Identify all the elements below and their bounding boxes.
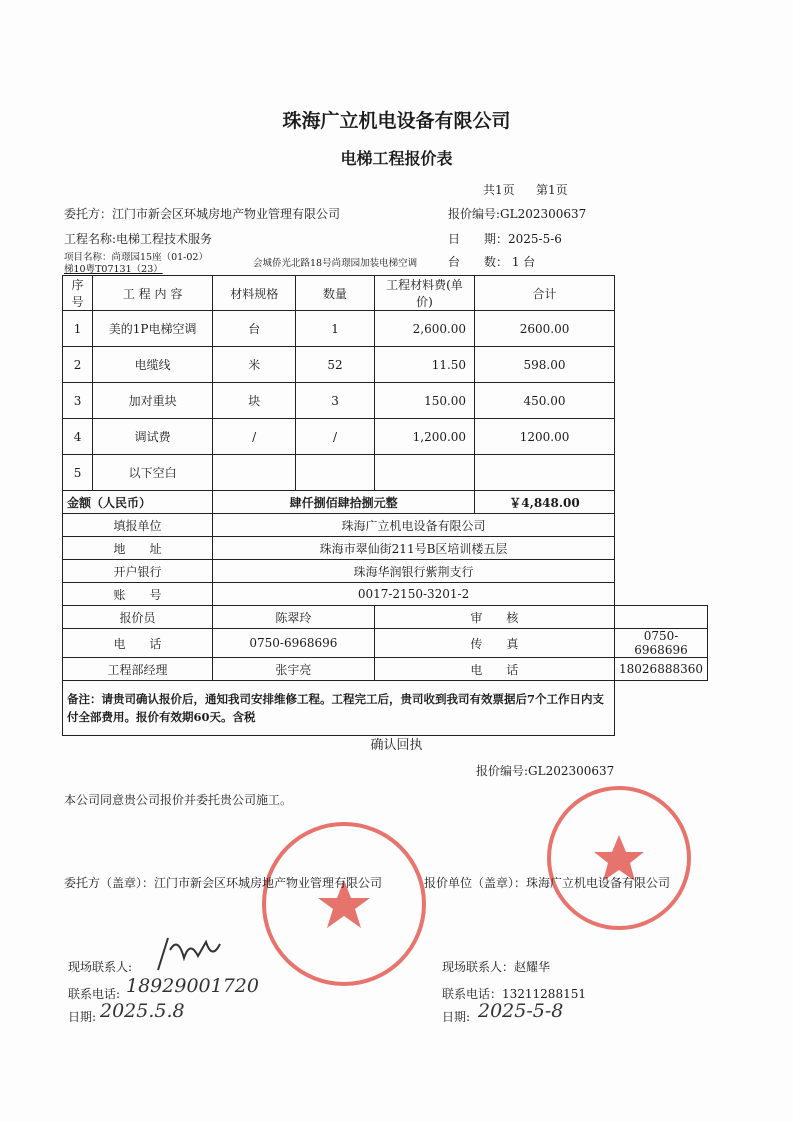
cell (374, 455, 474, 491)
header-cell: 工程材料费(单价) (374, 276, 474, 311)
contact-value: 0750-6968696 (615, 629, 708, 658)
cell: 块 (213, 383, 296, 419)
header-cell: 工 程 内 容 (93, 276, 213, 311)
receipt-title: 确认回执 (370, 738, 423, 753)
vendor-contact: 现场联系人：赵耀华 (442, 960, 551, 974)
cell: 150.00 (374, 383, 474, 419)
units-label: 台 (448, 255, 461, 269)
vendor-date-label: 日期: (442, 1010, 471, 1024)
vendor-phone: 联系电话：13211288151 (442, 987, 586, 1001)
company-title: 珠海广立机电设备有限公司 (282, 110, 511, 132)
amount-words: 肆仟捌佰肆拾捌元整 (213, 491, 475, 514)
quotation-table (62, 275, 708, 736)
contact-row (63, 629, 708, 658)
cell (475, 455, 615, 491)
vendor-date-handwritten: 2025-5-8 (478, 1000, 564, 1022)
cell: 5 (63, 455, 93, 491)
item-name-line1: 项目名称：尚璟园15座（01-02） (64, 252, 208, 263)
client-phone-handwritten: 18929001720 (126, 975, 259, 997)
table-row (63, 347, 708, 383)
note-row (63, 681, 708, 736)
cell: 电缆线 (93, 347, 213, 383)
amount-row (63, 491, 708, 514)
contact-label: 审 核 (374, 606, 614, 629)
header-cell: 合计 (475, 276, 615, 311)
contact-value (615, 606, 708, 629)
contact-value: 张宇亮 (213, 658, 375, 681)
info-label: 地 址 (63, 537, 213, 560)
contact-label: 工程部经理 (63, 658, 213, 681)
page-number: 第1页 (536, 183, 568, 197)
header-cell: 序号 (63, 276, 93, 311)
project-name: 工程名称:电梯工程技术服务 (64, 232, 213, 246)
agreement-text: 本公司同意贵公司报价并委托贵公司施工。 (64, 793, 293, 807)
cell: 1200.00 (475, 419, 615, 455)
info-row (63, 537, 708, 560)
cell: 1 (296, 311, 374, 347)
contact-row (63, 658, 708, 681)
table-row (63, 383, 708, 419)
info-value: 珠海广立机电设备有限公司 (213, 514, 615, 537)
cell (296, 455, 374, 491)
units-value: 数： 1 台 (484, 255, 536, 269)
contact-label: 传 真 (374, 629, 614, 658)
contact-label: 电 话 (374, 658, 614, 681)
info-value: 珠海华润银行紫荆支行 (213, 560, 615, 583)
table-row (63, 311, 708, 347)
date-label: 日 (448, 232, 461, 246)
info-value: 珠海市翠仙街211号B区培训楼五层 (213, 537, 615, 560)
note-text: 备注：请贵司确认报价后，通知我司安排维修工程。工程完工后，贵司收到我司有效票据后7个工作日内支付全部费用。报价有效期60天。含税 (63, 681, 615, 736)
contact-label: 报价员 (63, 606, 213, 629)
cell: 台 (213, 311, 296, 347)
info-value: 0017-2150-3201-2 (213, 583, 615, 606)
quote-date: 期：2025-5-6 (484, 232, 562, 246)
contact-row (63, 606, 708, 629)
table-row (63, 419, 708, 455)
cell: 以下空白 (93, 455, 213, 491)
header-cell: 材料规格 (213, 276, 296, 311)
site-address: 会城侨光北路18号尚璟园加装电梯空调 (253, 258, 418, 269)
cell: 美的1P电梯空调 (93, 311, 213, 347)
table-header-row (63, 276, 708, 311)
cell: 2 (63, 347, 93, 383)
cell: 52 (296, 347, 374, 383)
amount-label: 金额（人民币） (63, 491, 213, 514)
client-signature (150, 930, 230, 980)
cell: / (296, 419, 374, 455)
info-label: 开户银行 (63, 560, 213, 583)
cell (213, 455, 296, 491)
cell: 598.00 (475, 347, 615, 383)
cell: 1,200.00 (374, 419, 474, 455)
client-seal-label: 委托方（盖章）：江门市新会区环城房地产物业管理有限公司 (64, 876, 383, 890)
client-date-label: 日期: (68, 1010, 97, 1024)
info-label: 账 号 (63, 583, 213, 606)
info-label: 填报单位 (63, 514, 213, 537)
cell: / (213, 419, 296, 455)
table-row (63, 455, 708, 491)
item-name-line2: 梯10粤T07131（23） (64, 264, 163, 275)
client-name: 委托方：江门市新会区环城房地产物业管理有限公司 (64, 207, 341, 221)
contact-value: 陈翠玲 (213, 606, 375, 629)
info-row (63, 583, 708, 606)
quote-number: 报价编号:GL202300637 (448, 207, 587, 221)
amount-value: ￥4,848.00 (475, 491, 615, 514)
cell: 2,600.00 (374, 311, 474, 347)
header-cell: 数量 (296, 276, 374, 311)
contact-label: 电 话 (63, 629, 213, 658)
cell: 调试费 (93, 419, 213, 455)
cell: 11.50 (374, 347, 474, 383)
cell: 450.00 (475, 383, 615, 419)
info-row (63, 560, 708, 583)
document-title: 电梯工程报价表 (340, 149, 453, 168)
cell: 4 (63, 419, 93, 455)
vendor-company-stamp (544, 783, 694, 933)
cell: 1 (63, 311, 93, 347)
page-count: 共1页 (483, 183, 515, 197)
cell: 3 (296, 383, 374, 419)
client-company-stamp (258, 818, 430, 990)
client-date-handwritten: 2025.5.8 (100, 1000, 185, 1022)
cell: 3 (63, 383, 93, 419)
cell: 米 (213, 347, 296, 383)
cell: 2600.00 (475, 311, 615, 347)
contact-value: 18026888360 (615, 658, 708, 681)
vendor-seal-label: 报价单位（盖章）：珠海广立机电设备有限公司 (424, 876, 671, 890)
info-row (63, 514, 708, 537)
receipt-quote-number: 报价编号:GL202300637 (476, 764, 615, 778)
contact-value: 0750-6968696 (213, 629, 375, 658)
client-phone-label: 联系电话: (68, 987, 121, 1001)
client-contact-label: 现场联系人: (68, 960, 133, 974)
cell: 加对重块 (93, 383, 213, 419)
